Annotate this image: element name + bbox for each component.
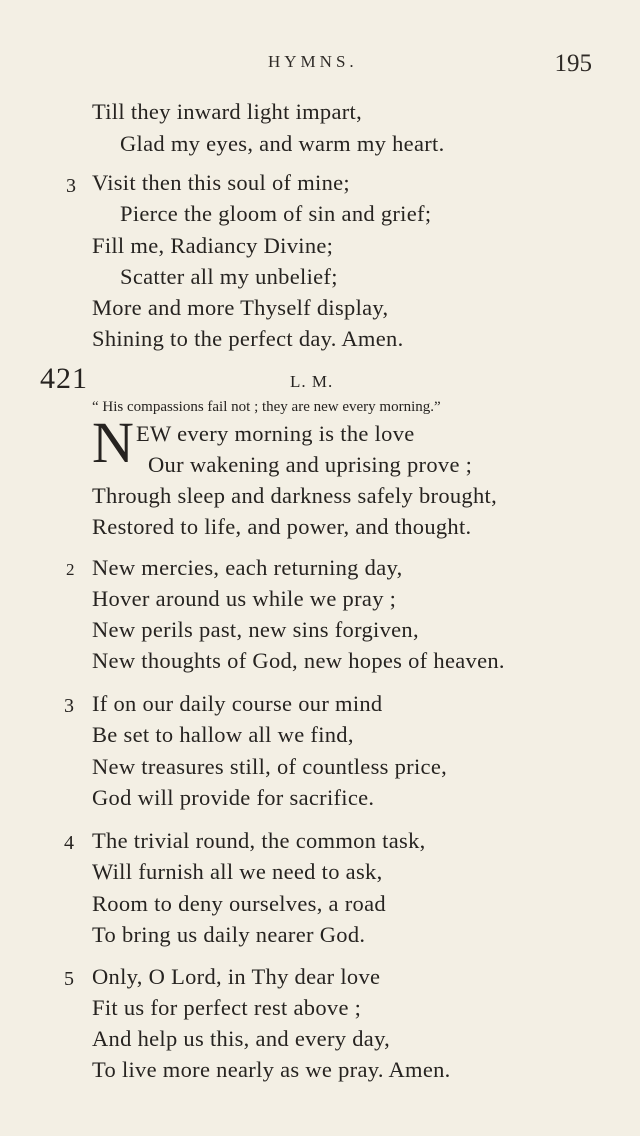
verse-line: Our wakening and uprising prove ; [148,452,473,477]
verse-line: Fill me, Radiancy Divine; [92,233,334,258]
verse-line: Fit us for perfect rest above ; [92,995,362,1020]
verse-line: Glad my eyes, and warm my heart. [120,131,445,156]
verse-line: Till they inward light impart, [92,99,363,124]
running-title: HYMNS. [268,52,358,71]
verse-line: Restored to life, and power, and thought. [92,514,472,539]
verse-number: 4 [64,832,74,854]
verse-line: Scatter all my unbelief; [120,264,338,289]
verse-line: Shining to the perfect day. Amen. [92,326,404,351]
verse-line: New treasures still, of countless price, [92,754,448,779]
verse-line: New mercies, each returning day, [92,555,403,580]
verse-line: And help us this, and every day, [92,1026,391,1051]
verse-line: Visit then this soul of mine; [92,170,350,195]
verse-number: 3 [64,695,74,717]
verse-number: 3 [66,175,76,197]
verse-line: Be set to hallow all we find, [92,722,354,747]
verse-line: To live more nearly as we pray. Amen. [92,1057,451,1082]
verse-line: EW every morning is the love [136,421,415,446]
verse-line: Only, O Lord, in Thy dear love [92,964,381,989]
verse-line: To bring us daily nearer God. [92,922,366,947]
verse-line: The trivial round, the common task, [92,828,426,853]
verse-line: Pierce the gloom of sin and grief; [120,201,432,226]
hymn-meter: L. M. [290,372,334,391]
verse-line: New perils past, new sins forgiven, [92,617,419,642]
hymn-epigraph: “ His compassions fail not ; they are new every morning.” [92,399,441,415]
verse-line: Room to deny ourselves, a road [92,891,386,916]
verse-line: More and more Thyself display, [92,295,389,320]
verse-line: Will furnish all we need to ask, [92,859,383,884]
verse-number: 2 [66,560,75,579]
running-head [0,50,640,80]
verse-line: If on our daily course our mind [92,691,383,716]
verse-line: New thoughts of God, new hopes of heaven. [92,648,505,673]
drop-cap: N [92,410,134,475]
page-number: 195 [554,50,592,77]
verse-number: 5 [64,968,74,990]
verse-line: Hover around us while we pray ; [92,586,397,611]
verse-line: God will provide for sacrifice. [92,785,375,810]
hymn-number: 421 [40,362,88,395]
verse-line: Through sleep and darkness safely brought, [92,483,497,508]
